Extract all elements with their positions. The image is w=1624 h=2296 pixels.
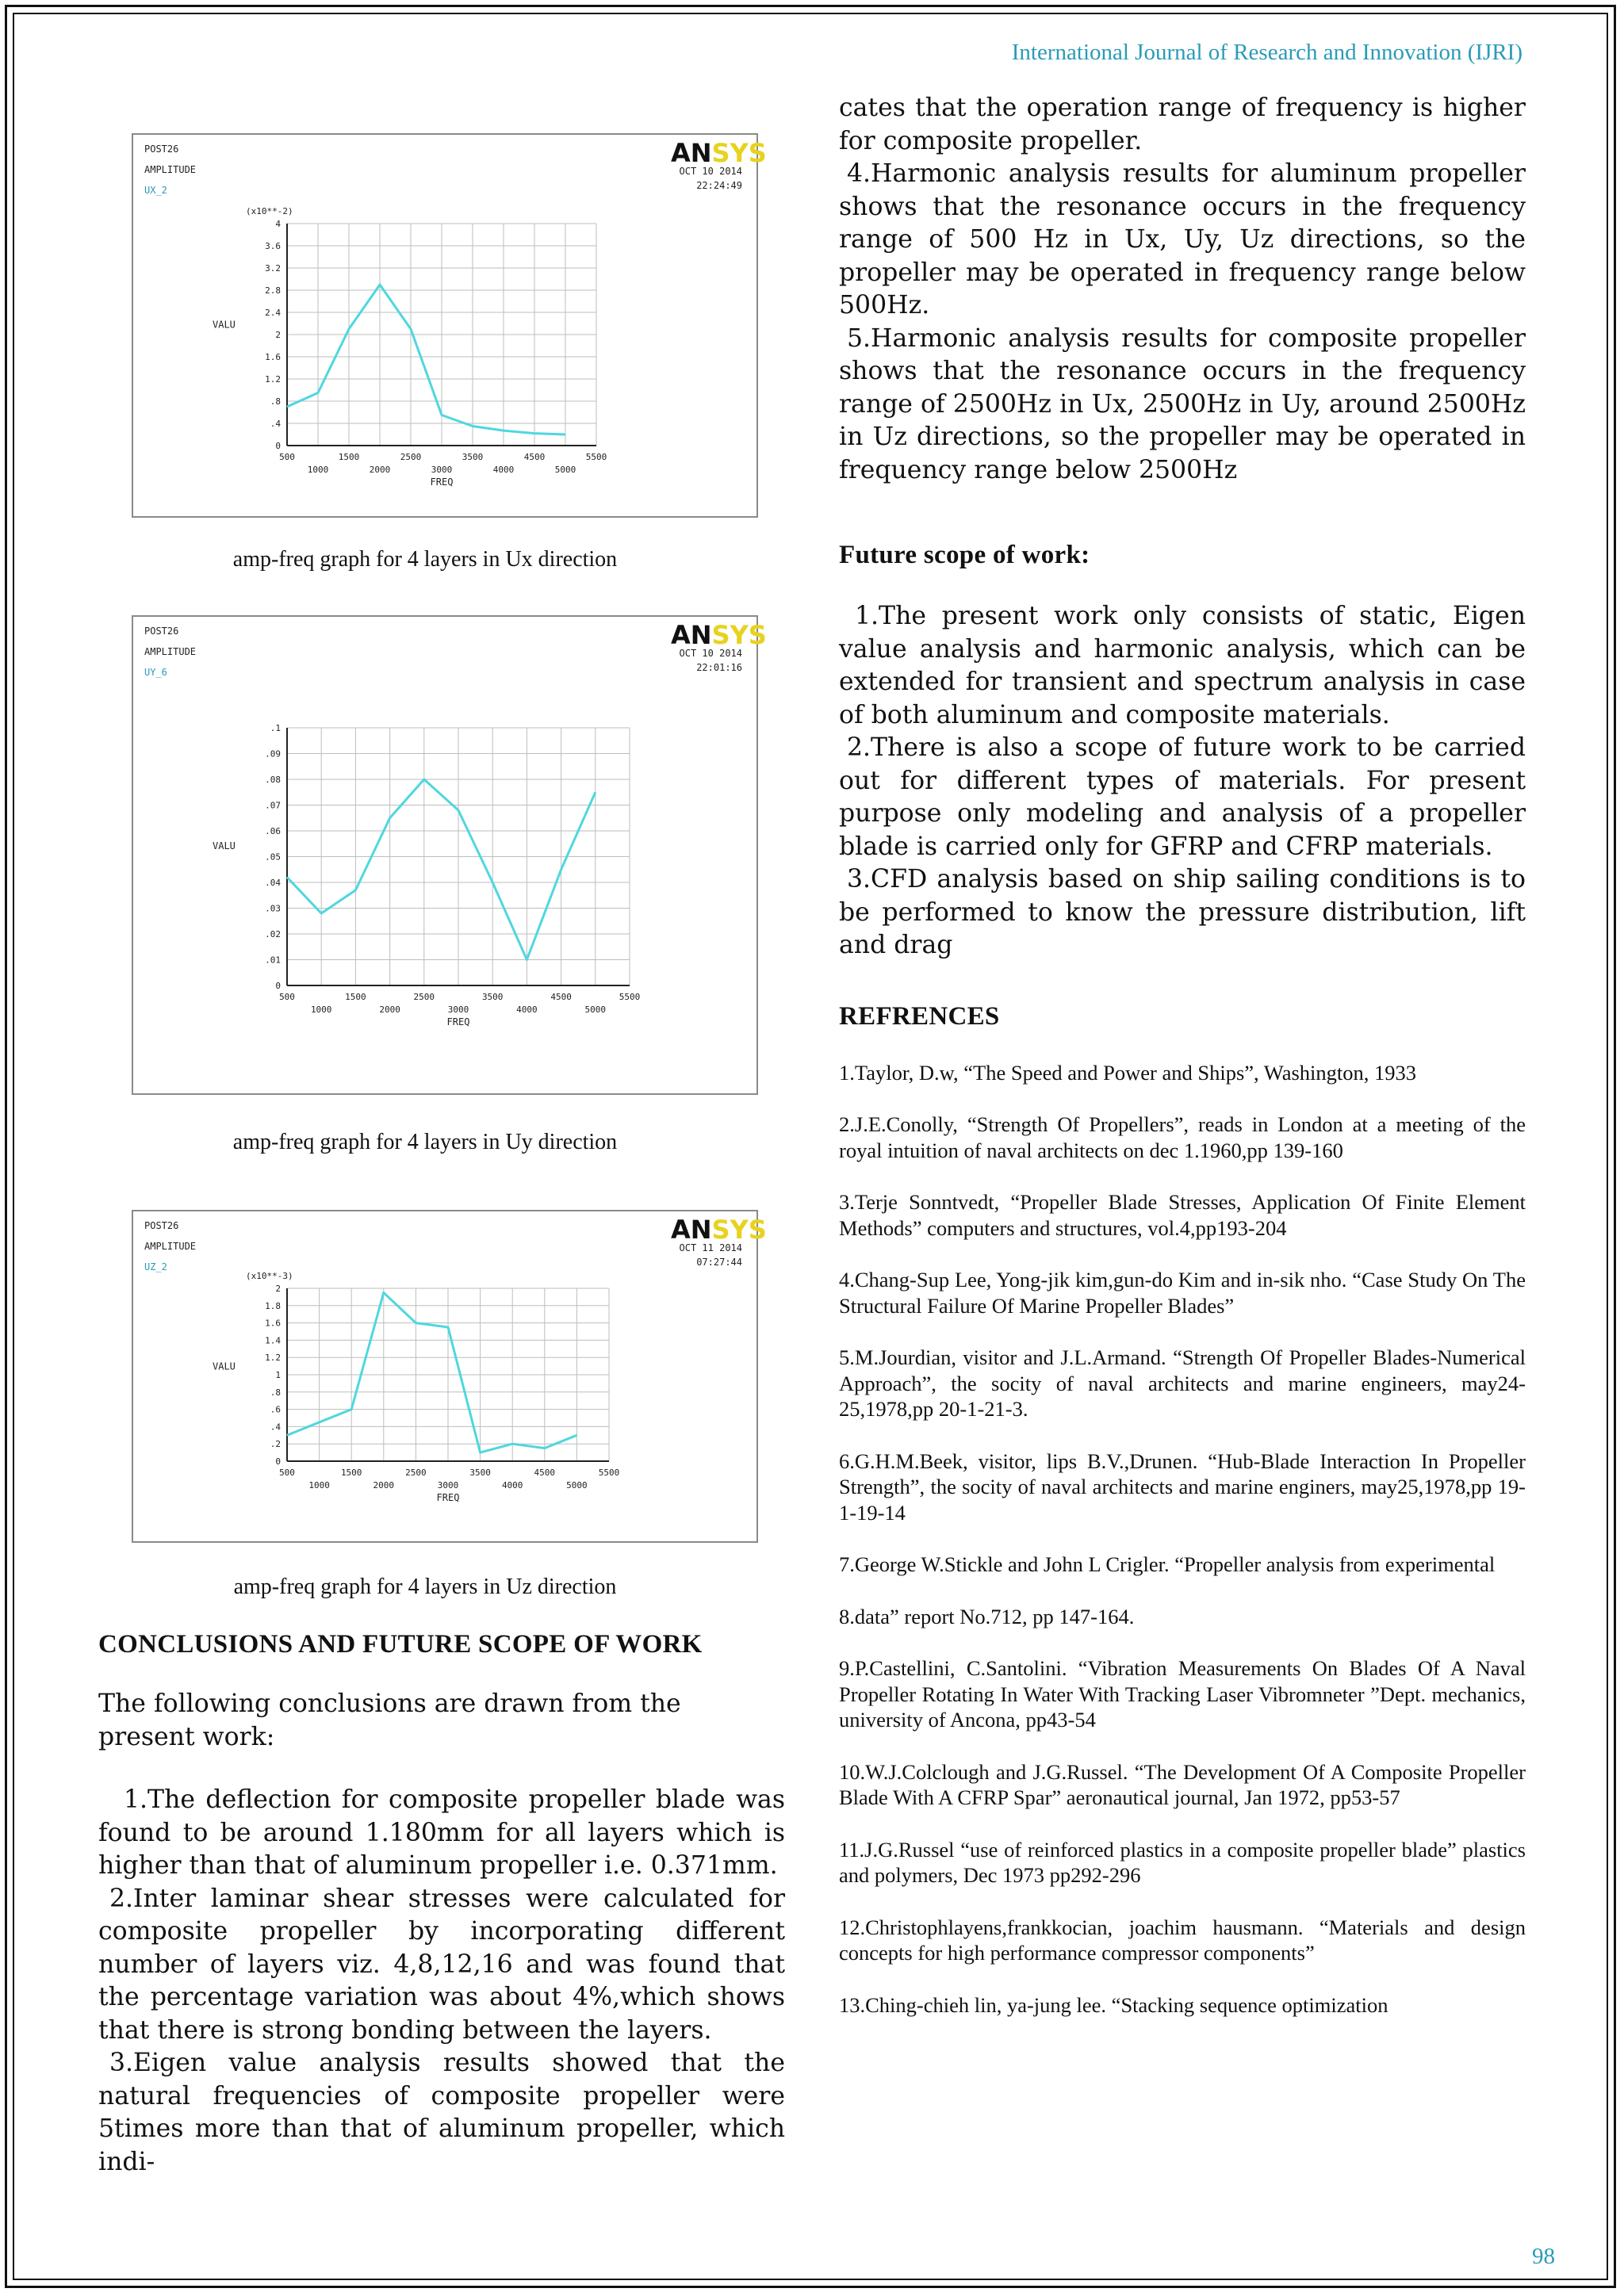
- y-tick-label: .4: [270, 1422, 281, 1433]
- y-axis-label: VALU: [213, 319, 236, 331]
- y-tick-label: .05: [265, 851, 281, 863]
- data-point: [349, 329, 350, 330]
- future-item-3: 3.CFD analysis based on ship sailing conditions is to be performed to know the pressure distribution, lift and drag: [839, 865, 1526, 959]
- data-point: [576, 1435, 577, 1436]
- y-axis-label: VALU: [213, 840, 236, 851]
- ansys-plot: [133, 617, 767, 1093]
- y-tick-label: 0: [275, 441, 281, 451]
- conclusion-5: 5.Harmonic analysis results for composite propeller shows that the resonance occurs in the frequency range of 2500Hz in Ux, 2500Hz in Uy, around 2500Hz in Uz directions, so the propeller may be operated in frequency range below 2500Hz: [839, 323, 1526, 484]
- x-tick-label: 1000: [308, 1480, 330, 1490]
- x-tick-label: 5000: [584, 1004, 607, 1015]
- data-point: [458, 810, 459, 811]
- reference-item: 9.P.Castellini, C.Santolini. “Vibration Measurements On Blades Of A Naval Propeller Rotating In Water With Tracking Laser Vibromneter ”Dept. mechanics, university of Ancona, pp43-54: [839, 1656, 1526, 1732]
- future-item-2: 2.There is also a scope of future work to be carried out for different types of materials. For present purpose only modeling and analysis of a propeller blade is carried only for GFRP and CFRP materials.: [839, 733, 1526, 861]
- reference-item: 13.Ching-chieh lin, ya-jung lee. “Stacking sequence optimization: [839, 1992, 1388, 2017]
- y-tick-label: 0: [275, 981, 281, 991]
- y-tick-label: .06: [265, 826, 281, 836]
- data-point: [318, 392, 319, 393]
- x-tick-label: 2000: [373, 1480, 395, 1490]
- plot-header-line: AMPLITUDE: [144, 164, 197, 175]
- data-point: [423, 779, 424, 780]
- plot-header-line: UX_2: [144, 185, 167, 196]
- y-tick-label: 0: [275, 1456, 281, 1467]
- data-point: [448, 1327, 449, 1328]
- y-tick-label: .03: [265, 903, 281, 914]
- figure-uz-caption: amp-freq graph for 4 layers in Uz direction: [233, 1575, 617, 1599]
- y-tick-label: .04: [265, 878, 281, 888]
- y-tick-label: .8: [270, 1387, 281, 1398]
- conclusion-1: 1.The deflection for composite propeller blade was found to be around 1.180mm for all layers which is higher than that of aluminum propeller i.e. 0.371mm.: [98, 1785, 785, 1880]
- y-tick-label: .6: [270, 1404, 281, 1415]
- y-tick-label: 2: [275, 330, 281, 340]
- y-tick-label: 1.2: [265, 374, 281, 385]
- x-tick-label: 500: [279, 1468, 295, 1478]
- x-tick-label: 2000: [379, 1004, 400, 1015]
- plot-header-line: POST26: [144, 1220, 179, 1231]
- y-tick-label: .02: [265, 929, 281, 939]
- y-tick-label: 2: [275, 1284, 281, 1294]
- data-point: [595, 792, 596, 793]
- plot-time: 22:24:49: [696, 180, 742, 191]
- x-tick-label: 500: [279, 452, 295, 462]
- x-tick-label: 5500: [598, 1468, 620, 1478]
- data-point: [512, 1444, 513, 1445]
- plot-date: OCT 10 2014: [679, 648, 742, 659]
- data-point: [389, 817, 390, 818]
- x-tick-label: 5500: [585, 452, 607, 462]
- reference-item: 8.data” report No.712, pp 147-164.: [839, 1604, 1135, 1628]
- y-tick-label: 3.2: [265, 263, 281, 274]
- x-tick-label: 4500: [534, 1468, 556, 1478]
- reference-item: 4.Chang-Sup Lee, Yong-jik kim,gun-do Kim and in-sik nho. “Case Study On The Structural Failure Of Marine Propeller Blades”: [839, 1268, 1526, 1318]
- reference-item: 3.Terje Sonntvedt, “Propeller Blade Stresses, Application Of Finite Element Methods” computers and structures, vol.4,pp193-204: [839, 1190, 1526, 1240]
- plot-scale: (x10**-3): [246, 1271, 293, 1281]
- x-tick-label: 4500: [550, 992, 572, 1002]
- y-tick-label: 1.6: [265, 1318, 281, 1329]
- references-heading: REFRENCES: [839, 1001, 1000, 1031]
- ansys-logo-an: AN: [671, 1215, 712, 1245]
- x-axis-label: FREQ: [430, 476, 454, 488]
- y-tick-label: .4: [270, 419, 281, 429]
- amplitude-curve: [287, 285, 565, 434]
- reference-item: 12.Christophlayens,frankkocian, joachim hausmann. “Materials and design concepts for high performance compressor components”: [839, 1915, 1526, 1965]
- x-tick-label: 1500: [340, 1468, 362, 1478]
- plot-header-line: POST26: [144, 144, 179, 155]
- x-tick-label: 1000: [310, 1004, 332, 1015]
- x-tick-label: 4500: [523, 452, 546, 462]
- reference-item: 11.J.G.Russel “use of reinforced plastics in a composite propeller blade” plastics and polymers, Dec 1973 pp292-296: [839, 1837, 1526, 1887]
- y-tick-label: .09: [265, 748, 281, 760]
- ansys-logo-an: AN: [671, 620, 712, 650]
- x-tick-label: 3500: [469, 1468, 491, 1478]
- data-point: [351, 1409, 352, 1410]
- ansys-logo: [671, 138, 767, 168]
- data-point: [287, 1435, 288, 1436]
- y-tick-label: .07: [265, 800, 281, 811]
- ansys-plot: [133, 135, 767, 516]
- x-tick-label: 2500: [400, 452, 422, 462]
- ansys-logo-sys: SYS: [711, 620, 767, 650]
- data-point: [383, 1292, 384, 1293]
- y-tick-label: 3.6: [265, 241, 281, 251]
- y-tick-label: 2.8: [265, 285, 281, 296]
- reference-item: 1.Taylor, D.w, “The Speed and Power and Ships”, Washington, 1933: [839, 1060, 1416, 1085]
- x-tick-label: 2500: [413, 992, 435, 1002]
- y-tick-label: 4: [275, 219, 281, 229]
- y-tick-label: .08: [265, 775, 281, 785]
- x-tick-label: 500: [279, 992, 295, 1002]
- x-tick-label: 3000: [437, 1480, 459, 1490]
- amplitude-curve: [287, 779, 596, 960]
- x-tick-label: 3000: [431, 465, 453, 475]
- x-tick-label: 3500: [462, 452, 484, 462]
- plot-time: 07:27:44: [696, 1257, 742, 1268]
- x-tick-label: 4000: [492, 465, 515, 475]
- data-point: [534, 433, 535, 434]
- reference-item: 5.M.Jourdian, visitor and J.L.Armand. “Strength Of Propeller Blades-Numerical Approach”, the socity of naval architects and marine engineers, may24- 25,1978,pp 20-1-21-3.: [839, 1345, 1526, 1421]
- plot-date: OCT 10 2014: [679, 166, 742, 177]
- y-tick-label: .1: [270, 723, 281, 733]
- data-point: [321, 913, 322, 914]
- figure-ux: [132, 133, 767, 518]
- y-tick-label: .2: [270, 1439, 281, 1450]
- conclusion-3-cont: cates that the operation range of frequency is higher for composite propeller.: [839, 94, 1526, 155]
- plot-header-line: UZ_2: [144, 1261, 167, 1272]
- x-tick-label: 1500: [345, 992, 366, 1002]
- ansys-logo-sys: SYS: [711, 1215, 767, 1245]
- x-tick-label: 2500: [405, 1468, 427, 1478]
- amplitude-curve: [287, 1292, 576, 1452]
- right-column: [839, 92, 1526, 2044]
- conclusion-2: 2.Inter laminar shear stresses were calculated for composite propeller by incorporating different number of layers viz. 4,8,12,16 and was found that the percentage variation was about 4%,which shows that there is strong bonding between the layers.: [98, 1884, 785, 2045]
- journal-title: International Journal of Research and Innovation (IJRI): [1011, 40, 1522, 65]
- x-tick-label: 3500: [481, 992, 504, 1002]
- plot-header-line: UY_6: [144, 667, 167, 678]
- plot-scale: (x10**-2): [246, 206, 293, 216]
- reference-item: 6.G.H.M.Beek, visitor, lips B.V.,Drunen. “Hub-Blade Interaction In Propeller Strength”, the socity of naval architects and marine enginers, may25,1978,pp 19-1-19-14: [839, 1448, 1526, 1525]
- ansys-logo-an: AN: [671, 138, 712, 168]
- data-point: [287, 407, 288, 408]
- x-tick-label: 3000: [447, 1004, 469, 1015]
- y-tick-label: 1.4: [265, 1335, 281, 1346]
- x-axis-label: FREQ: [446, 1016, 470, 1027]
- y-tick-label: 1.2: [265, 1353, 281, 1364]
- data-point: [480, 1452, 481, 1453]
- y-tick-label: .01: [265, 955, 281, 966]
- y-axis-label: VALU: [213, 1360, 236, 1372]
- reference-item: 2.J.E.Conolly, “Strength Of Propellers”, reads in London at a meeting of the royal intuition of naval architects on dec 1.1960,pp 139-160: [839, 1112, 1526, 1162]
- data-point: [565, 434, 566, 435]
- future-item-1: 1.The present work only consists of static, Eigen value analysis and harmonic analysis, which can be extended for transient and spectrum analysis in case of both aluminum and composite materials.: [839, 602, 1526, 729]
- x-tick-label: 1000: [307, 465, 329, 475]
- ansys-logo: [671, 1215, 767, 1245]
- ansys-logo: [671, 620, 767, 650]
- references-list: [839, 1060, 1526, 2019]
- plot-date: OCT 11 2014: [679, 1242, 742, 1253]
- conclusion-4: 4.Harmonic analysis results for aluminum propeller shows that the resonance occurs in the frequency range of 500 Hz in Ux, Uy, Uz directions, so the propeller may be operated in frequency range below 500Hz.: [839, 159, 1526, 320]
- data-point: [287, 877, 288, 878]
- page-number: 98: [1532, 2244, 1555, 2269]
- y-tick-label: 2.4: [265, 308, 281, 318]
- x-tick-label: 4000: [516, 1004, 538, 1015]
- x-tick-label: 5500: [619, 992, 641, 1002]
- figure-uz: [132, 1210, 767, 1543]
- reference-item: 10.W.J.Colclough and J.G.Russel. “The Development Of A Composite Propeller Blade With A CFRP Spar” aeronautical journal, Jan 1972, pp53-57: [839, 1759, 1526, 1809]
- figure-uy: [132, 615, 767, 1095]
- plot-time: 22:01:16: [696, 662, 742, 673]
- conclusions-section: [98, 1630, 785, 2179]
- figure-uy-caption: amp-freq graph for 4 layers in Uy direction: [232, 1130, 618, 1154]
- x-tick-label: 1500: [338, 452, 360, 462]
- y-tick-label: 1.6: [265, 352, 281, 362]
- y-tick-label: 1.8: [265, 1300, 281, 1311]
- reference-item: 7.George W.Stickle and John L Crigler. “Propeller analysis from experimental: [839, 1552, 1496, 1576]
- y-tick-label: .8: [270, 396, 281, 407]
- ansys-plot: [133, 1211, 767, 1541]
- figure-ux-caption: amp-freq graph for 4 layers in Ux direction: [232, 547, 618, 572]
- x-axis-label: FREQ: [436, 1492, 460, 1503]
- x-tick-label: 2000: [369, 465, 391, 475]
- plot-header-line: POST26: [144, 626, 179, 637]
- conclusion-3: 3.Eigen value analysis results showed that the natural frequencies of composite propeller were 5times more than that of aluminum propeller, which indi-: [98, 2049, 785, 2176]
- conclusions-heading: CONCLUSIONS AND FUTURE SCOPE OF WORK: [98, 1630, 703, 1659]
- x-tick-label: 5000: [566, 1480, 588, 1490]
- plot-header-line: AMPLITUDE: [144, 1241, 197, 1252]
- plot-header-line: AMPLITUDE: [144, 646, 197, 657]
- y-tick-label: 1: [275, 1370, 281, 1380]
- x-tick-label: 5000: [554, 465, 576, 475]
- conclusions-intro: The following conclusions are drawn from the present work:: [98, 1689, 681, 1751]
- x-tick-label: 4000: [501, 1480, 523, 1490]
- future-scope-heading: Future scope of work:: [839, 541, 1090, 569]
- data-point: [411, 329, 412, 330]
- ansys-logo-sys: SYS: [711, 138, 767, 168]
- data-point: [492, 882, 493, 883]
